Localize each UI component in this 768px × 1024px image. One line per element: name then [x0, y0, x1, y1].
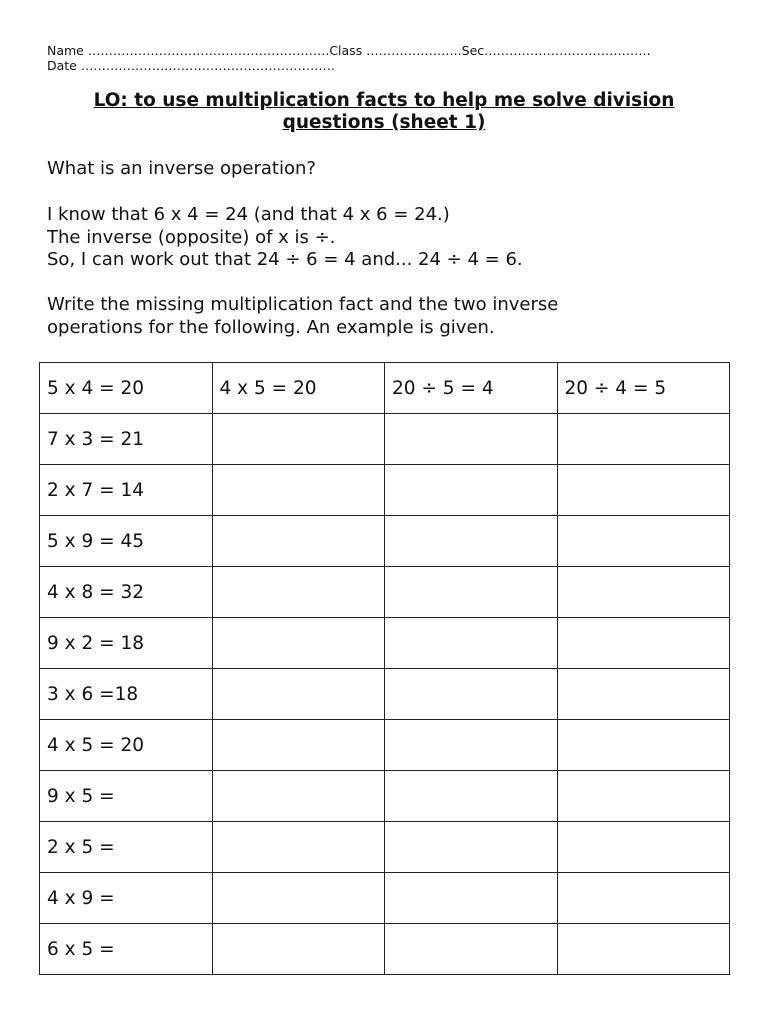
answer-cell[interactable] [385, 720, 558, 771]
table-row [40, 822, 730, 873]
answer-cell[interactable] [557, 465, 730, 516]
table-row [40, 465, 730, 516]
answer-cell: 20 ÷ 4 = 5 [557, 363, 730, 414]
given-fact-cell: 3 x 6 =18 [40, 669, 213, 720]
answer-cell[interactable] [557, 771, 730, 822]
instructions-block [47, 294, 558, 339]
answer-cell[interactable] [385, 873, 558, 924]
answer-cell[interactable] [557, 618, 730, 669]
given-fact-cell: 2 x 7 = 14 [40, 465, 213, 516]
table-row [40, 669, 730, 720]
answer-cell[interactable] [385, 516, 558, 567]
name-class-sec-line[interactable]: Name ………………………………………………….Class …………………..Sec…………………………………. [47, 43, 651, 58]
table-row [40, 720, 730, 771]
answer-cell[interactable] [557, 669, 730, 720]
answer-cell[interactable] [385, 567, 558, 618]
answer-cell[interactable] [385, 924, 558, 975]
answer-cell[interactable] [557, 873, 730, 924]
answer-cell[interactable] [385, 771, 558, 822]
table-row [40, 414, 730, 465]
answer-cell[interactable] [385, 465, 558, 516]
answer-cell[interactable] [212, 771, 385, 822]
answer-cell[interactable] [212, 414, 385, 465]
answer-cell[interactable] [385, 618, 558, 669]
name-class-date-header [47, 43, 651, 73]
learning-objective-title: LO: to use multiplication facts to help me solve division questions (sheet 1) [93, 90, 675, 133]
given-fact-cell: 2 x 5 = [40, 822, 213, 873]
given-fact-cell: 4 x 5 = 20 [40, 720, 213, 771]
answer-cell[interactable] [212, 873, 385, 924]
table-row [40, 924, 730, 975]
answer-cell[interactable] [557, 822, 730, 873]
answer-cell[interactable] [557, 516, 730, 567]
given-fact-cell: 7 x 3 = 21 [40, 414, 213, 465]
instructions-line-2: operations for the following. An example is given. [47, 316, 495, 338]
explanation-line-1: I know that 6 x 4 = 24 (and that 4 x 6 = 24.) [47, 204, 450, 225]
answer-cell[interactable] [557, 924, 730, 975]
answer-cell[interactable] [557, 414, 730, 465]
given-fact-cell: 4 x 9 = [40, 873, 213, 924]
answer-cell: 4 x 5 = 20 [212, 363, 385, 414]
table-row [40, 873, 730, 924]
answer-cell[interactable] [557, 720, 730, 771]
given-fact-cell: 5 x 4 = 20 [40, 363, 213, 414]
answer-cell[interactable] [212, 567, 385, 618]
explanation-block [47, 204, 523, 272]
table-row [40, 567, 730, 618]
facts-table [39, 362, 730, 975]
explanation-line-3: So, I can work out that 24 ÷ 6 = 4 and... 24 ÷ 4 = 6. [47, 249, 523, 270]
instructions-line-1: Write the missing multiplication fact and the two inverse [47, 294, 559, 315]
explanation-line-2: The inverse (opposite) of x is ÷. [47, 226, 336, 248]
answer-cell[interactable] [212, 720, 385, 771]
given-fact-cell: 9 x 5 = [40, 771, 213, 822]
answer-cell[interactable] [212, 465, 385, 516]
answer-cell[interactable] [212, 924, 385, 975]
answer-cell[interactable] [385, 414, 558, 465]
answer-cell[interactable] [212, 822, 385, 873]
given-fact-cell: 4 x 8 = 32 [40, 567, 213, 618]
answer-cell[interactable] [385, 669, 558, 720]
answer-cell[interactable] [212, 669, 385, 720]
answer-cell[interactable] [212, 516, 385, 567]
table-row [40, 363, 730, 414]
table-row [40, 516, 730, 567]
given-fact-cell: 5 x 9 = 45 [40, 516, 213, 567]
answer-cell[interactable] [385, 822, 558, 873]
table-row [40, 618, 730, 669]
given-fact-cell: 6 x 5 = [40, 924, 213, 975]
answer-cell[interactable] [212, 618, 385, 669]
question-text: What is an inverse operation? [47, 158, 316, 179]
given-fact-cell: 9 x 2 = 18 [40, 618, 213, 669]
table-row [40, 771, 730, 822]
answer-cell[interactable] [557, 567, 730, 618]
date-line[interactable]: Date ……………………………………………………. [47, 58, 335, 73]
answer-cell: 20 ÷ 5 = 4 [385, 363, 558, 414]
